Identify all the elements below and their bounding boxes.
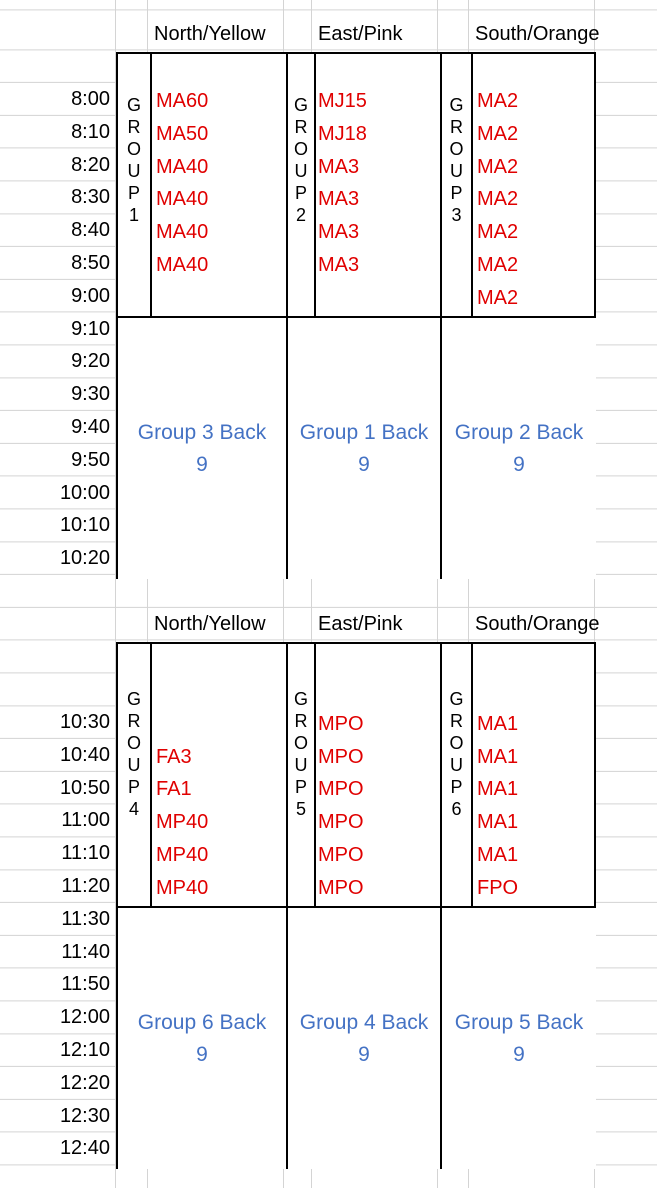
group-letter: O (293, 733, 308, 753)
group-back-number: 9 (358, 1042, 370, 1066)
assignment-code: MA1 (477, 778, 519, 801)
assignment-code: MA3 (318, 221, 360, 244)
group-letter: O (449, 733, 464, 753)
time-label: 9:30 (71, 383, 110, 406)
group-letter: U (294, 161, 308, 181)
time-label: 8:40 (71, 219, 110, 242)
column-header-south: South/Orange (475, 23, 600, 45)
column-header-north-2: North/Yellow (154, 613, 266, 635)
group-letter: O (126, 139, 141, 159)
time-label: 8:10 (71, 120, 110, 143)
group-back-label: Group 3 Back (137, 420, 267, 444)
assignment-code: FA1 (156, 778, 192, 801)
group-label-1 (118, 54, 152, 316)
assignment-code: MA2 (477, 221, 519, 244)
assignment-code: MA3 (318, 188, 360, 211)
group-back-cell (440, 908, 596, 1169)
time-label: 12:10 (59, 1039, 110, 1061)
group-letter: U (127, 755, 141, 775)
assignment-code: FA3 (156, 745, 192, 768)
column-header-north: North/Yellow (154, 23, 266, 45)
assignment-code: MA2 (477, 188, 519, 211)
group-letter: P (450, 777, 463, 797)
assignment-code: MA3 (318, 155, 360, 178)
group-letter: U (450, 755, 463, 775)
assignment-code: MP40 (156, 844, 209, 866)
group-back-number: 9 (196, 1042, 208, 1066)
group-label-2 (286, 54, 316, 316)
time-label: 10:20 (59, 547, 110, 570)
time-label: 11:50 (61, 973, 110, 996)
group-back-cell (440, 318, 596, 579)
group-label-3 (440, 54, 473, 316)
group-letter: U (294, 755, 308, 775)
assignment-code: MPO (318, 778, 364, 801)
group-letter: R (127, 117, 141, 137)
time-label: 8:20 (71, 153, 110, 176)
group-back-number: 9 (196, 452, 208, 476)
time-label: 8:00 (71, 88, 110, 110)
assignment-code: MA50 (156, 122, 209, 145)
group-letter: G (126, 95, 141, 115)
group-back-label: Group 5 Back (454, 1010, 584, 1034)
group-back-label: Group 4 Back (299, 1010, 429, 1034)
group-letter: G (449, 689, 464, 709)
group-back-cell (286, 318, 440, 579)
time-label: 11:10 (61, 842, 110, 865)
group-letter: P (294, 183, 307, 203)
group-back-number: 9 (513, 452, 525, 476)
assignment-code: MA2 (477, 254, 519, 276)
time-label: 9:50 (71, 448, 110, 471)
column-header-east-2: East/Pink (318, 613, 403, 635)
group-letter: O (126, 733, 141, 753)
group-letter: G (449, 95, 464, 115)
group-letter: G (126, 689, 141, 709)
assignment-code: MA1 (477, 745, 519, 768)
group-letter: R (450, 117, 463, 137)
assignment-code: FPO (477, 876, 519, 899)
assignment-code: MPO (318, 745, 364, 768)
group-letter: G (293, 95, 308, 115)
time-label: 9:40 (71, 416, 110, 438)
group-letter: P (127, 777, 140, 797)
assignment-code: MPO (318, 876, 364, 899)
time-label: 11:20 (61, 875, 110, 897)
assignment-code: MA40 (156, 188, 209, 211)
time-label: 11:30 (61, 907, 110, 930)
time-label: 9:20 (71, 350, 110, 373)
time-label: 9:10 (71, 317, 110, 340)
assignment-code: MP40 (156, 811, 209, 834)
time-label: 12:20 (59, 1071, 110, 1094)
time-label: 11:40 (61, 940, 110, 963)
group-letter: U (127, 161, 141, 181)
group-label-2 (286, 644, 316, 906)
time-label: 12:30 (59, 1104, 110, 1127)
assignment-code: MA2 (477, 286, 519, 309)
group-label-3 (440, 644, 473, 906)
assignment-code: MJ15 (318, 90, 367, 112)
time-label: 10:00 (59, 481, 110, 504)
group-letter: 2 (295, 205, 306, 225)
group-back-number: 9 (358, 452, 370, 476)
group-letter: P (450, 183, 463, 203)
assignment-code: MPO (318, 844, 364, 866)
assignment-code: MA40 (156, 254, 209, 276)
assignment-code: MPO (318, 811, 364, 834)
assignment-code: MA40 (156, 155, 209, 178)
session2-schedule-block (116, 642, 596, 1169)
group-letter: R (294, 711, 308, 731)
time-label: 11:00 (61, 809, 110, 832)
group-letter: P (294, 777, 307, 797)
group-back-cell (118, 908, 286, 1169)
group-back-cell (118, 318, 286, 579)
time-label: 10:30 (59, 711, 110, 733)
time-label: 10:10 (59, 514, 110, 537)
assignment-code: MJ18 (318, 122, 367, 145)
group-back-label: Group 6 Back (137, 1010, 267, 1034)
assignment-code: MA1 (477, 712, 519, 735)
group-letter: R (127, 711, 141, 731)
group-letter: U (450, 161, 463, 181)
group-letter: 6 (451, 799, 462, 819)
group-letter: 5 (295, 799, 306, 819)
assignment-code: MA2 (477, 122, 519, 145)
assignment-code: MPO (318, 712, 364, 735)
group-label-1 (118, 644, 152, 906)
assignment-code: MA2 (477, 155, 519, 178)
assignment-code: MA2 (477, 90, 519, 112)
group-letter: R (450, 711, 463, 731)
column-header-south-2: South/Orange (475, 613, 600, 635)
group-back-label: Group 1 Back (299, 420, 429, 444)
time-label: 10:40 (59, 743, 110, 766)
assignment-code: MA60 (156, 90, 209, 112)
group-letter: G (293, 689, 308, 709)
assignment-code: MA1 (477, 844, 519, 866)
time-label: 10:50 (59, 776, 110, 799)
session1-schedule-block (116, 52, 596, 579)
assignment-code: MA40 (156, 221, 209, 244)
group-letter: P (127, 183, 140, 203)
group-letter: R (294, 117, 308, 137)
assignment-code: MP40 (156, 876, 209, 899)
group-back-number: 9 (513, 1042, 525, 1066)
group-letter: 4 (128, 799, 139, 819)
group-back-cell (286, 908, 440, 1169)
time-label: 12:00 (59, 1006, 110, 1029)
group-letter: O (449, 139, 464, 159)
group-letter: 3 (451, 205, 462, 225)
time-label: 8:50 (71, 252, 110, 274)
time-label: 12:40 (59, 1137, 110, 1160)
group-letter: 1 (128, 205, 139, 225)
group-back-label: Group 2 Back (454, 420, 584, 444)
assignment-code: MA1 (477, 811, 519, 834)
assignment-code: MA3 (318, 254, 360, 276)
time-label: 8:30 (71, 186, 110, 209)
column-header-east: East/Pink (318, 23, 403, 45)
group-letter: O (293, 139, 308, 159)
time-label: 9:00 (71, 284, 110, 307)
